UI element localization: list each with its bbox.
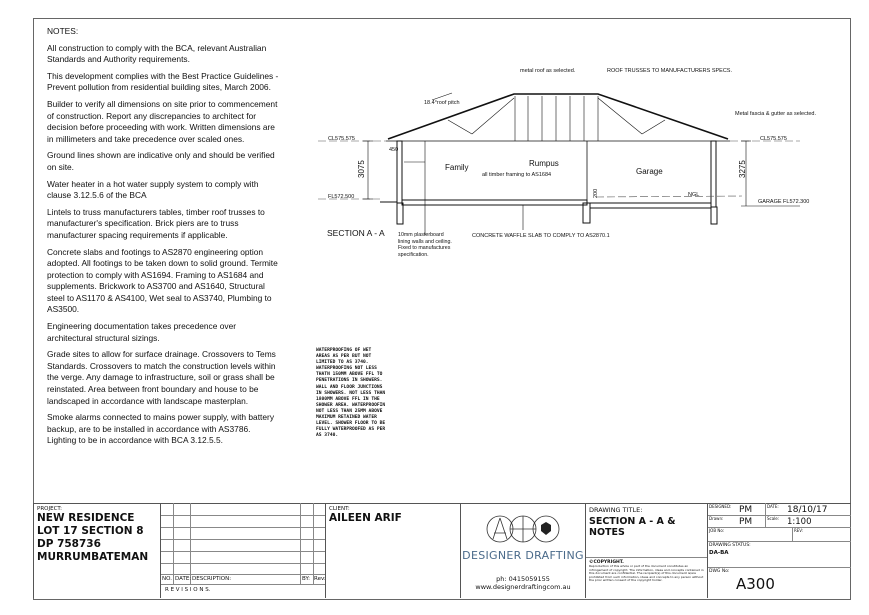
dwg-number: A300 bbox=[736, 575, 775, 593]
job-label: JOB No: bbox=[709, 528, 725, 533]
label-slab: CONCRETE WAFFLE SLAB TO COMPLY TO AS2870.1 bbox=[472, 233, 610, 239]
label-pitch: 18.4°roof pitch bbox=[424, 100, 460, 106]
date-label: DATE: bbox=[767, 504, 779, 509]
dwg-label: DWG No: bbox=[709, 569, 730, 574]
dim-450: 450 bbox=[389, 147, 399, 153]
drawing-title: SECTION A - A & NOTES bbox=[589, 516, 676, 538]
main-slab bbox=[402, 200, 587, 205]
footing bbox=[711, 207, 717, 224]
scale-value: 1:100 bbox=[787, 517, 812, 527]
designed-label: DESIGNED: bbox=[709, 504, 732, 509]
company-phone: ph: 0415059155 bbox=[496, 575, 550, 583]
label-ngl: NGL bbox=[688, 192, 700, 198]
note: Smoke alarms connected to mains power supply, with battery backup, are to be installed in accordance with AS3786. Lighting to be in accordance with BCA 3.12.5.5. bbox=[47, 412, 275, 446]
rev-header-no: NO. bbox=[162, 576, 172, 582]
dim-200: 200 bbox=[593, 188, 599, 198]
label-fascia: Metal fascia & gutter as selected. bbox=[735, 111, 817, 117]
note: Ground lines shown are indicative only and should be verified on site. bbox=[47, 150, 275, 172]
note: All construction to comply with the BCA, relevant Australian Standards and Authority requirements. bbox=[47, 42, 267, 65]
drawing-info-cell bbox=[707, 503, 851, 598]
footing bbox=[397, 203, 403, 224]
rev-header-date: DATE: bbox=[175, 576, 192, 582]
project-cell bbox=[33, 503, 160, 598]
project-line: LOT 17 SECTION 8 bbox=[37, 525, 144, 537]
rev-header-by: BY: bbox=[302, 576, 310, 582]
section-title: SECTION A - A bbox=[327, 228, 385, 238]
company-logo-cell bbox=[460, 503, 585, 598]
scale-label: Scale: bbox=[767, 516, 780, 521]
dim-3275: 3275 bbox=[738, 160, 747, 178]
right-wall bbox=[711, 141, 716, 207]
revisions-label: R E V I S I O N S. bbox=[165, 587, 211, 593]
room-garage: Garage bbox=[636, 167, 663, 176]
drawn-label: Drawn: bbox=[709, 516, 724, 521]
dim-3075: 3075 bbox=[357, 160, 366, 178]
copyright-text: Reproduction of this whole or part of the document constitutes an infringement of copyright. The information, ideas and concepts contained in this document are confidential. The recipient(s) of this document is/are prohibited from such information, ideas and concepts to any person without the prior written consent of the copyright holder. bbox=[589, 564, 704, 583]
project-line: DP 758736 bbox=[37, 538, 101, 550]
label-fl-garage: GARAGE FL572.300 bbox=[758, 199, 810, 205]
label-cl-right: CL575.575 bbox=[760, 136, 787, 142]
client-label: CLIENT: bbox=[329, 506, 350, 512]
label-metal-roof: metal roof as selected. bbox=[520, 68, 576, 74]
project-line: NEW RESIDENCE bbox=[37, 512, 135, 524]
project-label: PROJECT: bbox=[37, 506, 63, 512]
revisions-table bbox=[160, 503, 325, 598]
company-website: www.designerdraftingcom.au bbox=[475, 583, 571, 591]
note: This development complies with the Best Practice Guidelines - Prevent pollution from residential building sites, March 2006. bbox=[47, 70, 279, 93]
footing bbox=[583, 203, 590, 223]
note: Builder to verify all dimensions on site prior to commencement of construction. Report any discrepancies to architect for decision before proceeding with work. Written dimensions are in millimeters and take precedence over scaled ones. bbox=[47, 98, 278, 144]
trusses bbox=[448, 96, 665, 141]
notes-heading: NOTES: bbox=[47, 26, 79, 36]
client-cell bbox=[325, 503, 458, 598]
status-label: DRAWING STATUS: bbox=[709, 543, 751, 548]
label-cl-left: CL575.575 bbox=[328, 136, 355, 142]
note: Lintels to truss manufacturers tables, timber roof trusses to manufacturer's specification. Brick piers are to truss manufacturer spacing requirements if applicable. bbox=[47, 206, 265, 240]
waterproofing-note: WATERPROOFING OF WET AREAS AS PER BUT NOT LIMITED TO AS 3740. WATERPROOFING NOT LESS THATN 150MM ABOVE FFL TO PENETRATIONS IN SHOWERS. WALL AND FLOOR JUNCTIONS IN SHOWERS. NOT LESS THAN 1800MM ABOVE FFL IN THE SHOWER AREA. WATERPROOFIN NOT LESS THAN 25MM ABOVE MAXIMUM RETAINED WATER LEVEL. SHOWER FLOOR TO BE FULLY WATERPROOFED AS PER AS 3740. bbox=[316, 348, 386, 439]
note: Concrete slabs and footings to AS2870 engineering option adopted. All footings to be taken down to solid ground. Termite protection to comply with AS1694. Framing to AS1684 and supplements. Brickwork to AS3700 and AS1640, Structural steel to AS1170 & AS4100, Wet seal to AS3740, Plumbing to AS3500. bbox=[47, 246, 278, 315]
drawn-value: PM bbox=[739, 517, 753, 527]
drawing-title-label: DRAWING TITLE: bbox=[589, 506, 643, 514]
rev-header-description: DESCRIPTION: bbox=[192, 576, 232, 582]
label-fl-left: FL572.500 bbox=[328, 194, 355, 200]
note: Grade sites to allow for surface drainage. Crossovers to Tems Standards. Crossovers to match the construction levels within the verge. Any damage to infrastructure, soil or grass shall be reinstated. Area between front boundary and house to be landscaped in accordance with landscape masterplan. bbox=[47, 349, 276, 406]
client-name: AILEEN ARIF bbox=[329, 512, 402, 524]
label-plasterboard: 10mm plasterboard lining walls and ceiling. Fixed to manufactures specification. bbox=[398, 232, 452, 258]
status-value: DA-BA bbox=[709, 550, 729, 556]
copyright-label: ©COPYRIGHT. bbox=[589, 560, 624, 565]
garage-slab bbox=[590, 203, 711, 208]
designed-value: PM bbox=[739, 505, 753, 515]
rev-label: REV: bbox=[794, 528, 804, 533]
company-name: DESIGNER DRAFTING bbox=[462, 549, 584, 562]
note: Engineering documentation takes precedence over architectural structural sizings. bbox=[47, 321, 237, 343]
room-family: Family bbox=[445, 163, 469, 172]
label-framing: all timber framing to AS1684 bbox=[482, 172, 552, 178]
drawing-title-cell bbox=[585, 503, 707, 598]
label-trusses: ROOF TRUSSES TO MANUFACTURERS SPECS. bbox=[607, 68, 732, 74]
room-rumpus: Rumpus bbox=[529, 159, 559, 168]
company-logo-icon bbox=[483, 511, 563, 545]
project-line: MURRUMBATEMAN bbox=[37, 551, 149, 563]
rev-header-rev: Rev: bbox=[314, 576, 326, 582]
date-value: 18/10/17 bbox=[787, 505, 828, 515]
note: Water heater in a hot water supply system to comply with clause 3.12.5.6 of the BCA bbox=[47, 178, 259, 201]
